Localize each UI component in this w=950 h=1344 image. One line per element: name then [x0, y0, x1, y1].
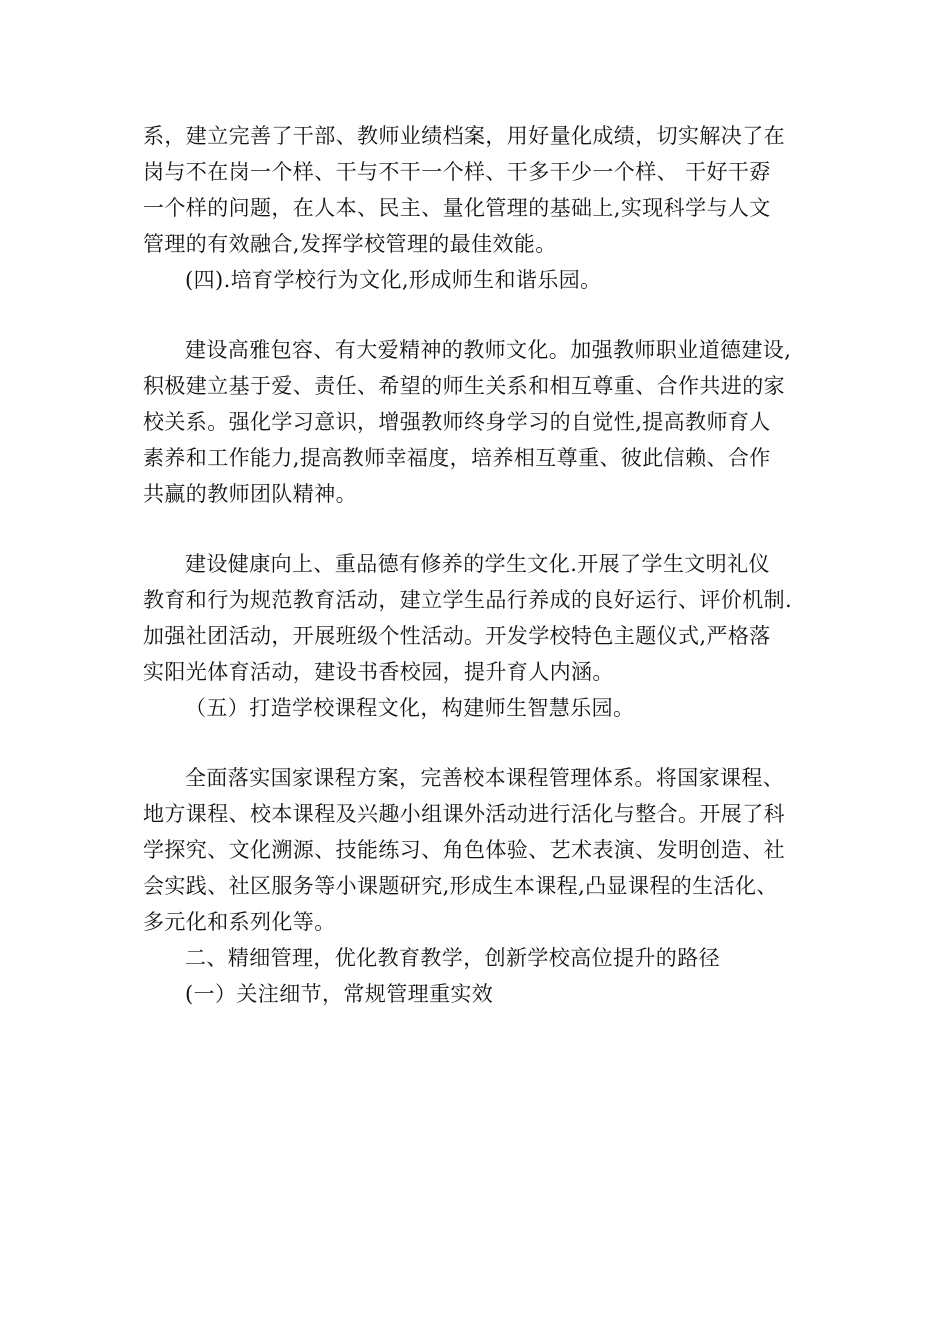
text-line: 地方课程、校本课程及兴趣小组课外活动进行活化与整合。开展了科	[143, 802, 785, 826]
text-line: 多元化和系列化等。	[143, 910, 336, 934]
text-line: 学探究、文化溯源、技能练习、角色体验、艺术表演、发明创造、社	[143, 838, 785, 862]
text-line: 建设健康向上、重品德有修养的学生文化.开展了学生文明礼仪	[185, 552, 770, 576]
text-line: 全面落实国家课程方案，完善校本课程管理体系。将国家课程、	[185, 766, 785, 790]
text-line: 会实践、社区服务等小课题研究,形成生本课程,凸显课程的生活化、	[143, 874, 778, 898]
text-line: 校关系。强化学习意识，增强教师终身学习的自觉性,提高教师育人	[143, 410, 771, 434]
text-line: 岗与不在岗一个样、干与不干一个样、干多干少一个样、 干好干孬	[143, 160, 771, 184]
paragraph-teacher-culture	[143, 332, 810, 512]
text-line: 系，建立完善了干部、教师业绩档案，用好量化成绩，切实解决了在	[143, 124, 785, 148]
section-heading-behavior-culture: (四).培育学校行为文化,形成师生和谐乐园。	[185, 268, 602, 292]
document-body	[143, 118, 810, 1012]
paragraph-management-results	[143, 118, 810, 262]
section-heading-fine-management: 二、精细管理，优化教育教学，创新学校高位提升的路径	[185, 946, 720, 970]
text-line: 管理的有效融合,发挥学校管理的最佳效能。	[143, 232, 557, 256]
text-line: 共赢的教师团队精神。	[143, 482, 357, 506]
text-line: 教育和行为规范教育活动，建立学生品行养成的良好运行、评价机制.	[143, 588, 793, 612]
paragraph-student-culture	[143, 546, 810, 690]
text-line: 建设高雅包容、有大爱精神的教师文化。加强教师职业道德建设,	[185, 338, 792, 362]
paragraph-curriculum	[143, 760, 810, 940]
text-line: 一个样的问题，在人本、民主、量化管理的基础上,实现科学与人文	[143, 196, 771, 220]
text-line: 积极建立基于爱、责任、希望的师生关系和相互尊重、合作共进的家	[143, 374, 785, 398]
text-line: 素养和工作能力,提高教师幸福度，培养相互尊重、彼此信赖、合作	[143, 446, 771, 470]
subsection-heading-routine-management: (一）关注细节，常规管理重实效	[185, 982, 494, 1006]
text-line: 加强社团活动，开展班级个性活动。开发学校特色主题仪式,严格落	[143, 624, 771, 648]
text-line: 实阳光体育活动，建设书香校园，提升育人内涵。	[143, 660, 614, 684]
section-heading-curriculum-culture: （五）打造学校课程文化，构建师生智慧乐园。	[185, 696, 635, 720]
